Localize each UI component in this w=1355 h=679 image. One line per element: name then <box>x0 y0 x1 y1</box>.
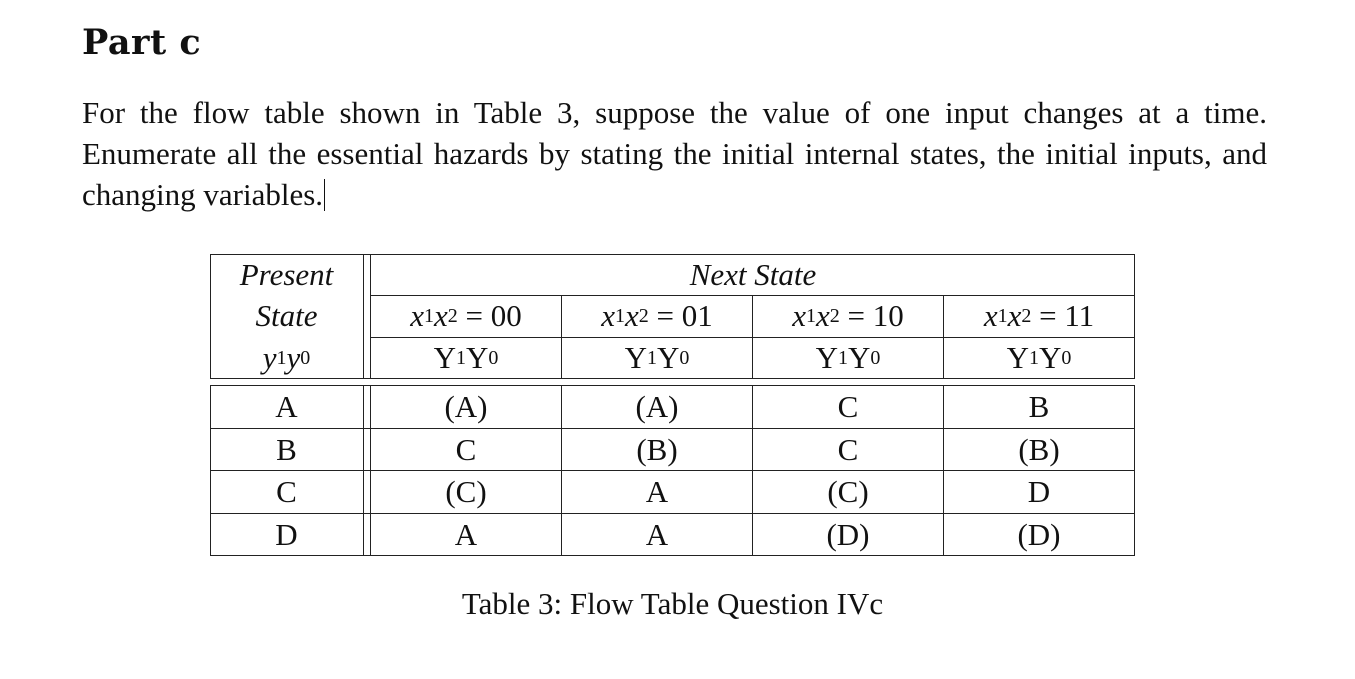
table-cell: A <box>454 516 478 552</box>
table-double-rule-1 <box>210 378 1135 379</box>
table-border-bottom <box>210 555 1135 556</box>
row-state-label: D <box>275 516 298 552</box>
question-text: For the flow table shown in Table 3, suppose the value of one input changes at a time. Enumerate all the essential hazards by stating the initial internal states, the initial inputs, and changing variables. <box>82 95 1267 212</box>
question-paragraph[interactable] <box>82 92 1267 215</box>
table-cell: C <box>837 389 859 424</box>
table-cell: (D) <box>826 516 870 552</box>
table-cell: C <box>455 431 477 467</box>
table-cell: (B) <box>636 431 678 467</box>
next-state-label: Next State <box>689 256 817 292</box>
table-cell: (B) <box>1018 431 1060 467</box>
output-header: Y 1 Y 0 <box>624 339 690 375</box>
present-state-label-line2: State <box>255 298 318 333</box>
table-cell: D <box>1027 474 1051 509</box>
input-header-00: x 1 x 2 = 00 <box>410 298 522 333</box>
table-cell: B <box>1028 389 1050 424</box>
row-state-label: B <box>276 431 297 467</box>
flow-table <box>210 254 1135 556</box>
table-double-vrule-1 <box>363 254 364 379</box>
table-cell: A <box>645 474 669 509</box>
input-header-10: x 1 x 2 = 10 <box>792 298 904 333</box>
input-header-01: x 1 x 2 = 01 <box>601 298 713 333</box>
present-state-variables: y 1 y 0 <box>262 339 311 375</box>
output-header: Y 1 Y 0 <box>1006 339 1072 375</box>
table-cell: (A) <box>444 389 488 424</box>
output-header: Y 1 Y 0 <box>433 339 499 375</box>
output-header: Y 1 Y 0 <box>815 339 881 375</box>
table-double-vrule-1 <box>363 385 364 556</box>
row-state-label: A <box>275 389 298 424</box>
input-header-11: x 1 x 2 = 11 <box>983 298 1095 333</box>
table-border-right <box>1134 385 1135 556</box>
table-cell: (D) <box>1017 516 1061 552</box>
table-cell: (C) <box>827 474 869 509</box>
table-cell: C <box>837 431 859 467</box>
table-caption: Table 3: Flow Table Question IVc <box>461 586 884 621</box>
present-state-label-line1: Present <box>239 256 334 292</box>
section-heading: Part c <box>82 22 202 63</box>
table-cell: A <box>645 516 669 552</box>
row-state-label: C <box>276 474 297 509</box>
table-cell: (A) <box>635 389 679 424</box>
text-cursor <box>324 179 325 211</box>
table-cell: (C) <box>445 474 487 509</box>
